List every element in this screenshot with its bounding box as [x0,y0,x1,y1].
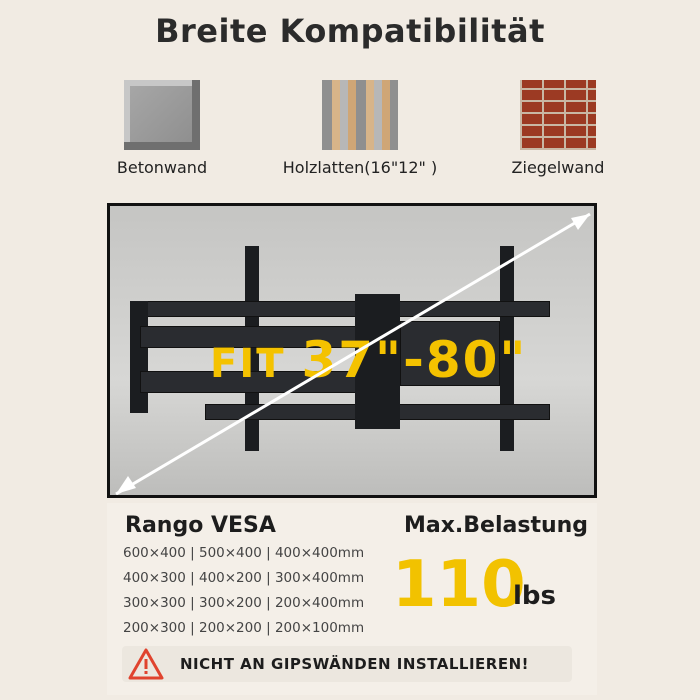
fit-prefix: FIT [210,341,286,387]
vesa-row: 600×400 | 500×400 | 400×400mm [123,545,365,561]
vesa-row: 200×300 | 200×200 | 200×100mm [123,620,365,636]
wall-type-wood [270,80,450,177]
load-title: Max.Belastung [404,513,589,538]
vesa-title: Rango VESA [125,513,276,538]
load-unit: lbs [513,581,556,611]
vesa-row: 400×300 | 400×200 | 300×400mm [123,570,365,586]
warning-text: NICHT AN GIPSWÄNDEN INSTALLIEREN! [180,655,529,673]
fit-size: 37"-80" [301,331,528,389]
wall-label-brick: Ziegelwand [511,158,605,177]
wall-types [0,80,700,190]
page-title: Breite Kompatibilität [155,12,545,50]
concrete-wall-icon [124,80,200,150]
wood-stud-wall-icon [322,80,398,150]
wall-type-concrete [72,80,252,177]
wall-type-brick [468,80,648,177]
load-value: 110 [392,548,526,622]
warning-icon [128,648,164,680]
warning-banner [122,646,572,682]
wall-label-wood: Holzlatten(16"12" ) [282,158,438,177]
brick-wall-icon [520,80,596,150]
mount-product-panel [107,203,597,498]
wall-label-concrete: Betonwand [116,158,208,177]
diagonal-size-arrow [110,206,597,498]
vesa-row: 300×300 | 300×200 | 200×400mm [123,595,365,611]
